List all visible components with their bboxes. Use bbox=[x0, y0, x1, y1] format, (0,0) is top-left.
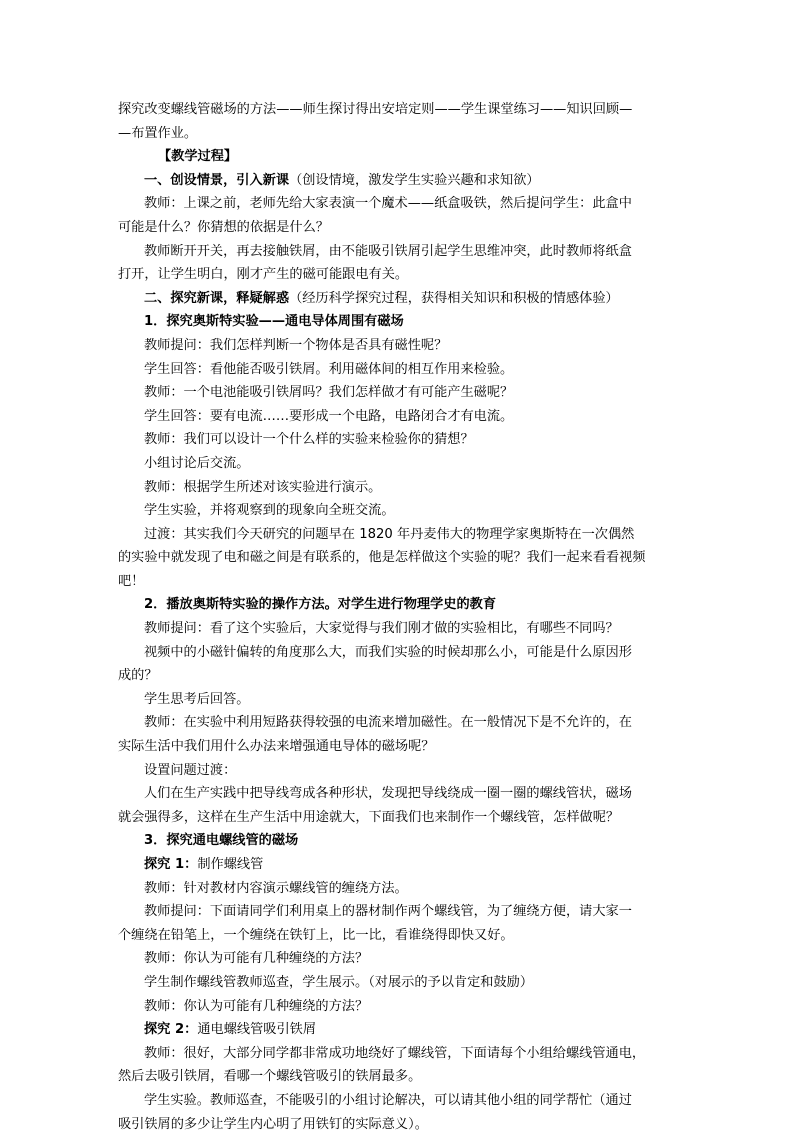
paragraph-text: 教师：针对教材内容演示螺线管的缠绕方法。 bbox=[144, 880, 408, 896]
paragraph-text: 吧！ bbox=[118, 573, 145, 589]
text-line bbox=[118, 546, 678, 570]
text-line bbox=[118, 664, 678, 688]
text-line bbox=[118, 476, 678, 500]
paragraph-text: —布置作业。 bbox=[118, 125, 198, 141]
paragraph-text: 教师：一个电池能吸引铁屑吗？我们怎样做才有可能产生磁呢？ bbox=[144, 385, 514, 401]
text-line bbox=[118, 334, 678, 358]
paragraph-text: 人们在生产实践中把导线弯成各种形状，发现把导线绕成一圈一圈的螺线管状，磁场 bbox=[144, 786, 632, 802]
text-line bbox=[118, 806, 678, 830]
text-line bbox=[118, 381, 678, 405]
text-line bbox=[118, 877, 678, 901]
text-line bbox=[118, 593, 678, 617]
section-heading: 【教学过程】 bbox=[158, 149, 238, 165]
paragraph-text: 学生回答：看他能否吸引铁屑。利用磁体间的相互作用来检验。 bbox=[144, 361, 514, 377]
text-line bbox=[118, 924, 678, 948]
paragraph-text: 设置问题过渡： bbox=[144, 762, 237, 778]
text-line bbox=[118, 829, 678, 853]
paragraph-text: 教师提问：看了这个实验后，大家觉得与我们刚才做的实验相比，有哪些不同吗？ bbox=[144, 621, 619, 637]
text-line bbox=[118, 947, 678, 971]
paragraph-text: 教师：很好，大部分同学都非常成功地绕好了螺线管，下面请每个小组给螺线管通电， bbox=[144, 1045, 646, 1061]
text-line bbox=[118, 287, 678, 311]
text-line bbox=[118, 428, 678, 452]
paragraph-text: 然后去吸引铁屑，看哪一个螺线管吸引的铁屑最多。 bbox=[118, 1069, 422, 1085]
paragraph-text: 个缠绕在铅笔上，一个缠绕在铁钉上，比一比，看谁绕得即快又好。 bbox=[118, 927, 514, 943]
paragraph-text: 学生回答：要有电流……要形成一个电路，电路闭合才有电流。 bbox=[144, 408, 514, 424]
paragraph-text: 可能是什么？你猜想的依据是什么？ bbox=[118, 219, 329, 235]
paragraph-text: 学生实验。教师巡查，不能吸引的小组讨论解决，可以请其他小组的同学帮忙（通过 bbox=[144, 1092, 632, 1108]
text-line bbox=[118, 900, 678, 924]
text-line bbox=[118, 310, 678, 334]
text-span: 通电螺线管吸引铁屑 bbox=[197, 1022, 317, 1038]
text-line bbox=[118, 782, 678, 806]
paragraph-text: 学生实验，并将观察到的现象向全班交流。 bbox=[144, 503, 395, 519]
bold-text: 探究 2： bbox=[144, 1022, 198, 1038]
text-line bbox=[118, 216, 678, 240]
paragraph-text: 教师：上课之前，老师先给大家表演一个魔术——纸盒吸铁，然后提问学生：此盒中 bbox=[144, 196, 632, 212]
text-span: （经历科学探究过程，获得相关知识和积极的情感体验） bbox=[289, 290, 619, 306]
paragraph-text: 教师：在实验中利用短路获得较强的电流来增加磁性。在一般情况下是不允许的，在 bbox=[144, 715, 632, 731]
bold-text: 二、探究新课，释疑解惑 bbox=[144, 290, 290, 306]
text-line bbox=[118, 263, 678, 287]
section-heading: 1．探究奥斯特实验——通电导体周围有磁场 bbox=[144, 314, 404, 330]
paragraph-text: 探究改变螺线管磁场的方法——师生探讨得出安培定则——学生课堂练习——知识回顾— bbox=[118, 102, 633, 117]
paragraph-text: 教师：你认为可能有几种缠绕的方法？ bbox=[144, 951, 369, 967]
text-line bbox=[118, 122, 678, 146]
paragraph-text: 的实验中就发现了电和磁之间是有联系的，他是怎样做这个实验的呢？我们一起来看看视频 bbox=[118, 550, 646, 566]
text-line bbox=[118, 570, 678, 594]
text-line bbox=[118, 1042, 678, 1066]
paragraph-text: 成的？ bbox=[118, 668, 158, 684]
text-line bbox=[118, 405, 678, 429]
text-line bbox=[118, 971, 678, 995]
text-line bbox=[118, 1113, 678, 1136]
paragraph-text: 学生制作螺线管教师巡查，学生展示。（对展示的予以肯定和鼓励） bbox=[144, 974, 534, 990]
paragraph-text: 教师：我们可以设计一个什么样的实验来检验你的猜想？ bbox=[144, 432, 474, 448]
text-line bbox=[118, 98, 678, 122]
paragraph-text: 打开，让学生明白，刚才产生的磁可能跟电有关。 bbox=[118, 267, 409, 283]
text-line bbox=[118, 169, 678, 193]
text-line bbox=[118, 1018, 678, 1042]
paragraph-text: 教师提问：下面请同学们利用桌上的器材制作两个螺线管，为了缠绕方便，请大家一 bbox=[144, 904, 632, 920]
document-body bbox=[118, 98, 678, 1136]
text-line bbox=[118, 1089, 678, 1113]
text-line bbox=[118, 358, 678, 382]
text-line bbox=[118, 240, 678, 264]
text-line bbox=[118, 499, 678, 523]
text-line bbox=[118, 192, 678, 216]
text-line bbox=[118, 452, 678, 476]
text-line bbox=[118, 853, 678, 877]
text-line bbox=[118, 641, 678, 665]
text-line bbox=[118, 759, 678, 783]
text-span: 制作螺线管 bbox=[197, 857, 264, 872]
paragraph-text: 学生思考后回答。 bbox=[144, 691, 250, 707]
text-span: （创设情境，激发学生实验兴趣和求知欲） bbox=[289, 172, 540, 188]
text-line bbox=[118, 735, 678, 759]
text-line bbox=[118, 617, 678, 641]
paragraph-text: 小组讨论后交流。 bbox=[144, 455, 250, 471]
text-line bbox=[118, 1065, 678, 1089]
text-line bbox=[118, 523, 678, 547]
section-heading: 3．探究通电螺线管的磁场 bbox=[144, 833, 299, 849]
text-line bbox=[118, 711, 678, 735]
bold-text: 一、创设情景，引入新课 bbox=[144, 172, 290, 188]
paragraph-text: 教师提问：我们怎样判断一个物体是否具有磁性呢？ bbox=[144, 337, 448, 353]
paragraph-text: 就会强得多，这样在生产生活中用途就大，下面我们也来制作一个螺线管，怎样做呢？ bbox=[118, 809, 620, 825]
text-line bbox=[118, 688, 678, 712]
paragraph-text: 教师：根据学生所述对该实验进行演示。 bbox=[144, 479, 382, 495]
paragraph-text: 吸引铁屑的多少让学生内心明了用铁钉的实际意义）。 bbox=[118, 1116, 428, 1132]
text-line bbox=[118, 995, 678, 1019]
bold-text: 探究 1： bbox=[144, 857, 198, 872]
paragraph-text: 视频中的小磁针偏转的角度那么大，而我们实验的时候却那么小，可能是什么原因形 bbox=[144, 644, 632, 660]
paragraph-text: 教师：你认为可能有几种缠绕的方法？ bbox=[144, 998, 369, 1014]
section-heading: 2．播放奥斯特实验的操作方法。对学生进行物理学史的教育 bbox=[144, 597, 497, 613]
paragraph-text: 过渡：其实我们今天研究的问题早在 1820 年丹麦伟大的物理学家奥斯特在一次偶然 bbox=[144, 526, 635, 542]
paragraph-text: 教师断开开关，再去接触铁屑，由不能吸引铁屑引起学生思维冲突，此时教师将纸盒 bbox=[144, 243, 632, 259]
paragraph-text: 实际生活中我们用什么办法来增强通电导体的磁场呢？ bbox=[118, 739, 435, 755]
text-line bbox=[118, 145, 678, 169]
